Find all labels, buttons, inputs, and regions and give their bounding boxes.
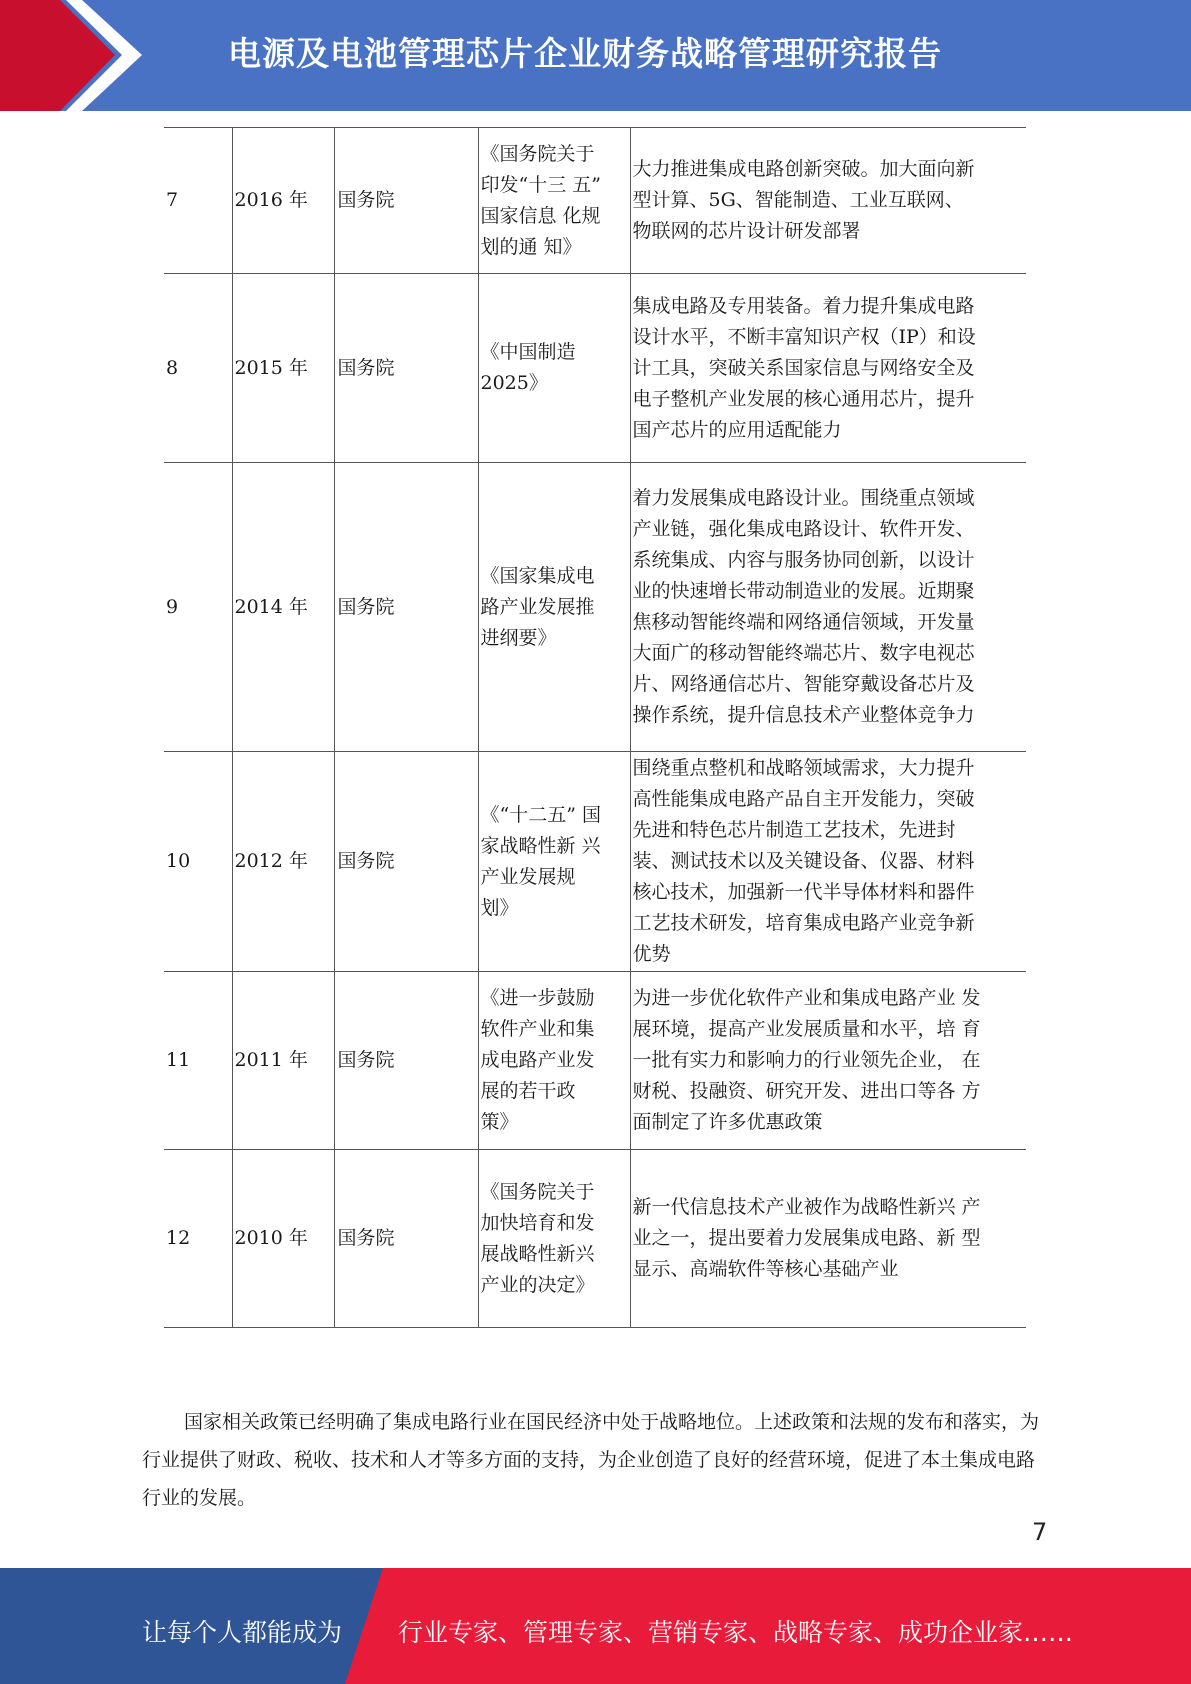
table-row [164, 972, 1026, 1150]
row-year: 2012 年 [234, 850, 308, 872]
row-issuer: 国务院 [337, 595, 395, 618]
row-number: 7 [166, 189, 179, 211]
row-issuer: 国务院 [337, 1227, 395, 1249]
row-document: 《进一步鼓励 软件产业和集 成电路产业发 展的若干政 策》 [480, 987, 595, 1133]
row-description: 集成电路及专用装备。着力提升集成电路 设计水平，不断丰富知识产权（IP）和设 计工具，突破关系国家信息与网络安全及 电子整机产业发展的核心通用芯片，提升 国产芯片的应用适配能力 [632, 294, 976, 441]
policy-table [164, 127, 1026, 1328]
report-title: 电源及电池管理芯片企业财务战略管理研究报告 [228, 34, 942, 73]
footer-slogan-right: 行业专家、管理专家、营销专家、战略专家、成功企业家…… [398, 1618, 1074, 1647]
row-number: 11 [166, 1049, 191, 1071]
row-document: 《国务院关于 加快培育和发 展战略性新兴 产业的决定》 [480, 1180, 595, 1296]
row-document: 《国务院关于 印发“十三 五” 国家信息 化规 划的通 知》 [480, 142, 601, 258]
table-row [164, 752, 1026, 972]
row-year: 2011 年 [234, 1049, 308, 1071]
row-issuer: 国务院 [337, 356, 395, 379]
row-issuer: 国务院 [337, 850, 395, 872]
row-document: 《中国制造 2025》 [480, 341, 576, 394]
row-description: 着力发展集成电路设计业。围绕重点领域 产业链，强化集成电路设计、软件开发、 系统集成、内容与服务协同创新，以设计 业的快速增长带动制造业的发展。近期聚 焦移动智能终端和网络通信领域，开发量 大面广的移动智能终端芯片、数字电视芯 片、网络通信芯片、智能穿戴设备芯片及 操作系统，提升信息技术产业整体竞争力 [632, 487, 975, 726]
header-arrow-decoration [0, 0, 150, 111]
row-year: 2010 年 [234, 1227, 308, 1249]
row-document: 《“十二五” 国 家战略性新 兴 产业发展规 划》 [480, 803, 601, 919]
page-footer [0, 1568, 1191, 1684]
policy-table-container [164, 127, 1026, 1328]
row-year: 2016 年 [234, 189, 308, 211]
row-description: 为进一步优化软件产业和集成电路产业 发 展环境，提高产业发展质量和水平，培 育 一批有实力和影响力的行业领先企业， 在 财税、投融资、研究开发、进出口等各 方 面制定了许多优惠政策 [632, 987, 981, 1133]
row-number: 8 [166, 356, 179, 379]
page-number: 7 [1032, 1518, 1048, 1546]
row-year: 2015 年 [234, 356, 308, 379]
table-row [164, 1150, 1026, 1328]
row-number: 10 [166, 850, 191, 872]
table-row [164, 274, 1026, 463]
row-description: 围绕重点整机和战略领域需求，大力提升 高性能集成电路产品自主开发能力，突破 先进和特色芯片制造工艺技术，先进封 装、测试技术以及关键设备、仪器、材料 核心技术，加强新一代半导体材料和器件 工艺技术研发，培育集成电路产业竞争新 优势 [632, 757, 975, 965]
body-paragraph: 国家相关政策已经明确了集成电路行业在国民经济中处于战略地位。上述政策和法规的发布和落实，为行业提供了财政、税收、技术和人才等多方面的支持，为企业创造了良好的经营环境，促进了本土集成电路行业的发展。 [142, 1411, 1040, 1509]
row-document: 《国家集成电 路产业发展推 进纲要》 [480, 564, 595, 649]
row-number: 9 [166, 595, 179, 618]
footer-slogan-left: 让每个人都能成为 [142, 1618, 343, 1647]
row-issuer: 国务院 [337, 189, 395, 211]
table-row [164, 128, 1026, 274]
table-row [164, 463, 1026, 752]
page-header [0, 0, 1191, 111]
row-year: 2014 年 [234, 595, 308, 618]
row-description: 新一代信息技术产业被作为战略性新兴 产 业之一，提出要着力发展集成电路、新 型 显示、高端软件等核心基础产业 [632, 1196, 981, 1280]
row-description: 大力推进集成电路创新突破。加大面向新 型计算、5G、智能制造、工业互联网、 物联网的芯片设计研发部署 [632, 158, 975, 242]
row-number: 12 [166, 1227, 191, 1249]
row-issuer: 国务院 [337, 1049, 395, 1071]
